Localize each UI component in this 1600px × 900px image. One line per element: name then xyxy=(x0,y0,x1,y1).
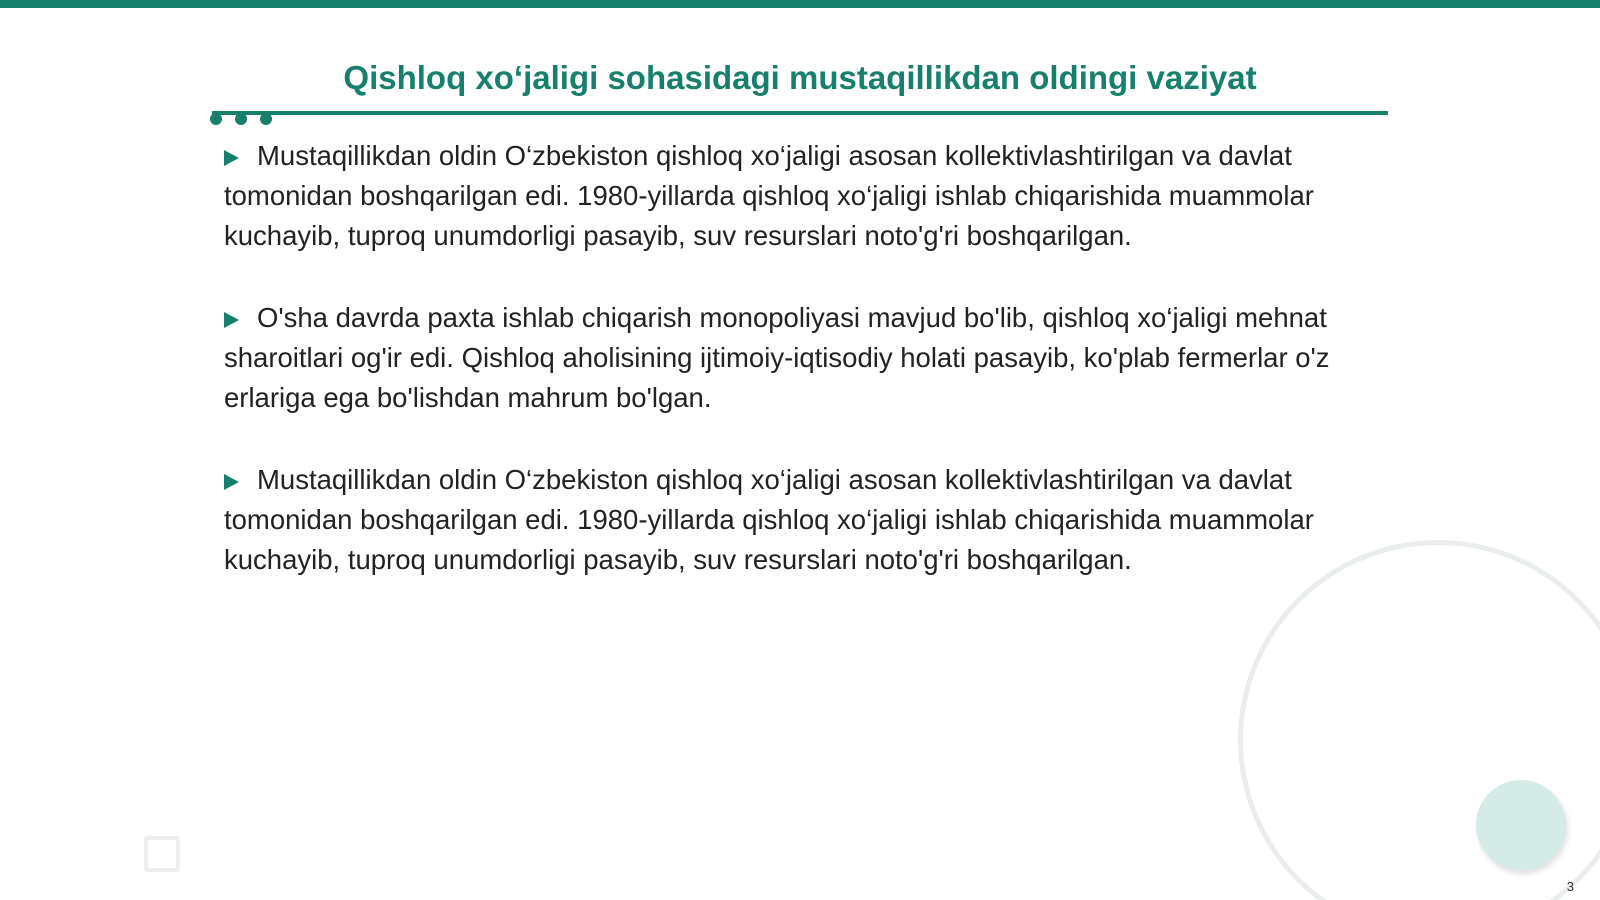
top-accent-bar xyxy=(0,0,1600,8)
slide-title: Qishloq xo‘jaligi sohasidagi mustaqillikdan oldingi vaziyat xyxy=(343,59,1257,96)
bullet-list xyxy=(224,136,1374,622)
bullet-item xyxy=(224,298,1374,418)
triangle-bullet-icon xyxy=(224,150,239,166)
bullet-item xyxy=(224,460,1374,580)
decor-dot xyxy=(210,113,222,125)
decor-dot xyxy=(260,113,272,125)
title-underline xyxy=(212,111,1388,115)
page-number: 3 xyxy=(1566,879,1574,894)
decor-disc xyxy=(1476,780,1566,870)
bullet-text: O'sha davrda paxta ishlab chiqarish monopoliyasi mavjud bo'lib, qishloq xo‘jaligi mehnat sharoitlari og'ir edi. Qishloq aholisining ijtimoiy-iqtisodiy holati pasayib, ko'plab fermerlar o'z erlariga ega bo'lishdan mahrum bo'lgan. xyxy=(224,302,1330,413)
bullet-text: Mustaqillikdan oldin O‘zbekiston qishloq xo‘jaligi asosan kollektivlashtirilgan va davlat tomonidan boshqarilgan edi. 1980-yillarda qishloq xo‘jaligi ishlab chiqarishida muammolar kuchayib, tuproq unumdorligi pasayib, suv resurslari noto'g'ri boshqarilgan. xyxy=(224,464,1314,575)
bullet-text: Mustaqillikdan oldin O‘zbekiston qishloq xo‘jaligi asosan kollektivlashtirilgan va davlat tomonidan boshqarilgan edi. 1980-yillarda qishloq xo‘jaligi ishlab chiqarishida muammolar kuchayib, tuproq unumdorligi pasayib, suv resurslari noto'g'ri boshqarilgan. xyxy=(224,140,1314,251)
triangle-bullet-icon xyxy=(224,312,239,328)
decor-dot xyxy=(235,113,247,125)
triangle-bullet-icon xyxy=(224,474,239,490)
decor-square xyxy=(144,836,180,872)
bullet-item xyxy=(224,136,1374,256)
